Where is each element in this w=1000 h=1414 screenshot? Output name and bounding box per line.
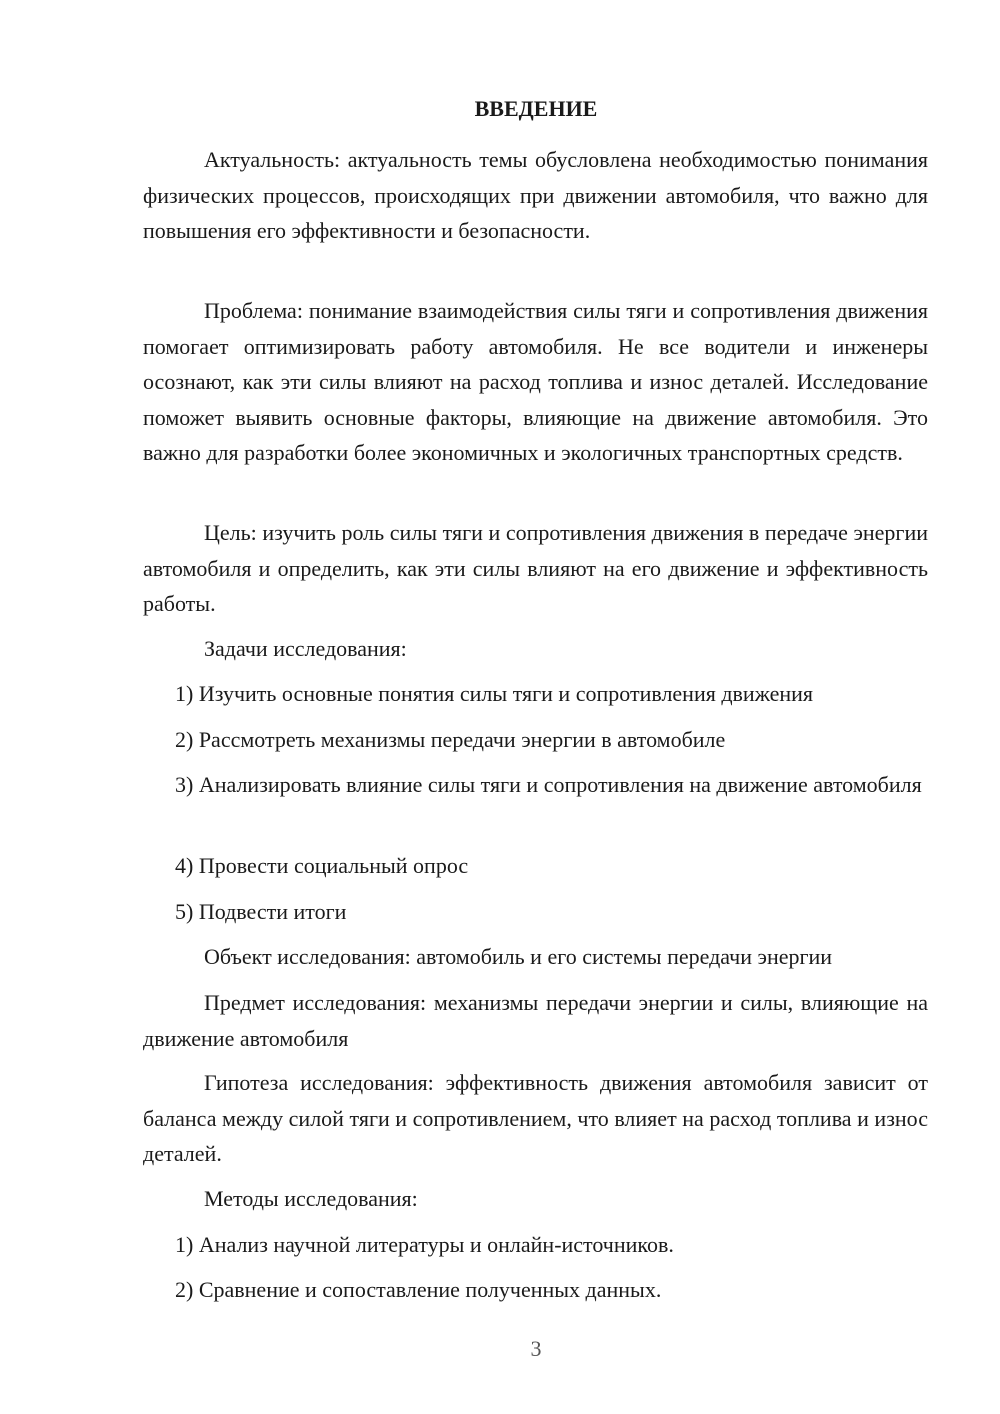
method-item-1: 1) Анализ научной литературы и онлайн-источников. <box>175 1232 674 1257</box>
goal-paragraph: Цель: изучить роль силы тяги и сопротивления движения в передаче энергии автомобиля и определить, как эти силы влияют на его движение и эффективность работы. <box>143 520 928 616</box>
page-title: ВВЕДЕНИЕ <box>474 96 598 121</box>
problem-paragraph: Проблема: понимание взаимодействия силы тяги и сопротивления движения помогает оптимизировать работу автомобиля. Не все водители и инженеры осознают, как эти силы влияют на расход топлива и износ деталей. Исследование поможет выявить основные факторы, влияющие на движение автомобиля. Это важно для разработки более экономичных и экологичных транспортных средств. <box>143 298 928 465</box>
tasks-heading: Задачи исследования: <box>204 636 407 661</box>
method-item-2: 2) Сравнение и сопоставление полученных данных. <box>175 1277 662 1302</box>
methods-heading: Методы исследования: <box>204 1186 418 1211</box>
task-item-5: 5) Подвести итоги <box>175 899 347 924</box>
task-item-1: 1) Изучить основные понятия силы тяги и сопротивления движения <box>175 681 814 706</box>
task-item-3: 3) Анализировать влияние силы тяги и сопротивления на движение автомобиля <box>175 772 922 797</box>
subject-paragraph: Предмет исследования: механизмы передачи энергии и силы, влияющие на движение автомобиля <box>143 990 928 1051</box>
object-paragraph: Объект исследования: автомобиль и его системы передачи энергии <box>204 944 833 969</box>
hypothesis-paragraph: Гипотеза исследования: эффективность движения автомобиля зависит от баланса между силой тяги и сопротивлением, что влияет на расход топлива и износ деталей. <box>143 1070 928 1166</box>
page-number: 3 <box>530 1336 542 1361</box>
relevance-paragraph: Актуальность: актуальность темы обусловлена необходимостью понимания физических процессов, происходящих при движении автомобиля, что важно для повышения его эффективности и безопасности. <box>143 147 928 243</box>
task-item-4: 4) Провести социальный опрос <box>175 853 469 878</box>
task-item-2: 2) Рассмотреть механизмы передачи энергии в автомобиле <box>175 727 726 752</box>
